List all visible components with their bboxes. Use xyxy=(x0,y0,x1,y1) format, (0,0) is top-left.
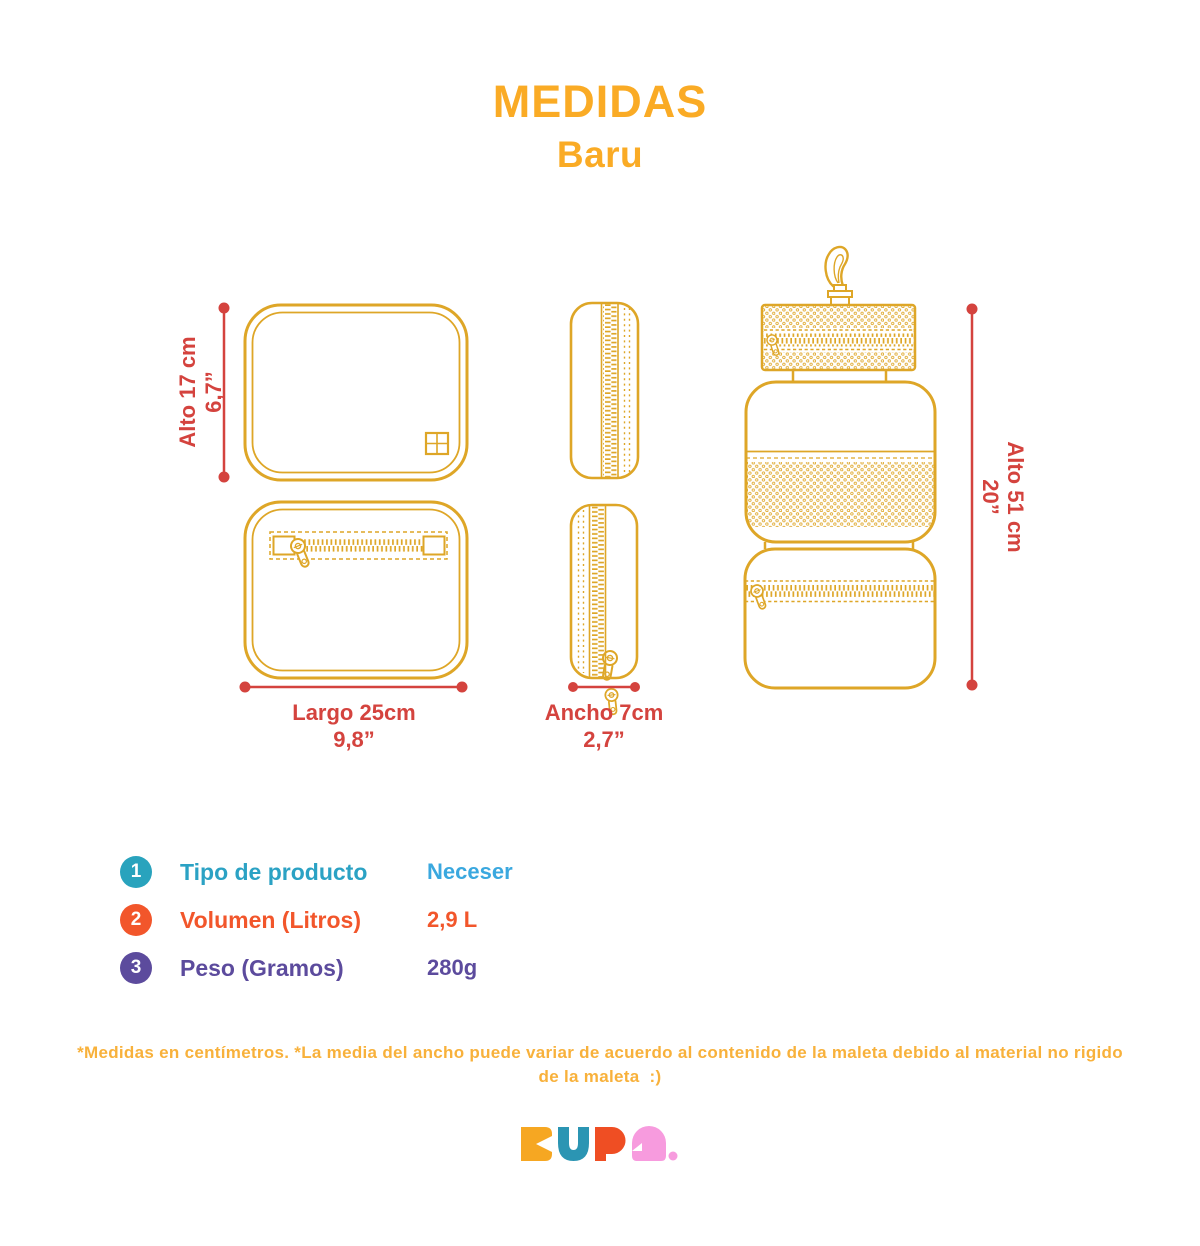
spec-row-product-type xyxy=(120,856,720,888)
brand-patch-icon xyxy=(426,433,448,454)
dimension-length xyxy=(240,682,468,753)
footnote-line: *Medidas en centímetros. *La media del ancho puede variar de acuerdo al contenido de la maleta debido al material no rigido xyxy=(77,1043,1123,1062)
open-hanging-view xyxy=(745,247,935,688)
spec-row-weight xyxy=(120,952,720,984)
dimension-width xyxy=(545,682,664,752)
footnote xyxy=(60,1041,1140,1089)
footnote-line: de la maleta :) xyxy=(538,1067,662,1086)
spec-row-volume xyxy=(120,904,720,936)
logo-letter-k xyxy=(521,1127,552,1161)
spec-label: Peso (Gramos) xyxy=(180,954,344,981)
logo-period xyxy=(669,1152,678,1161)
dim-label: Alto 17 cm xyxy=(174,336,200,448)
dim-label: Alto 51 cm xyxy=(1003,441,1029,553)
product-drawings xyxy=(0,240,1200,760)
dim-inches: 9,8” xyxy=(333,727,375,752)
spec-number-badge: 1 xyxy=(120,856,152,888)
spec-value: 2,9 L xyxy=(427,907,478,932)
logo-letter-p xyxy=(595,1127,626,1161)
spec-value: Neceser xyxy=(427,859,513,884)
spec-value: 280g xyxy=(427,955,478,980)
spec-label: Tipo de producto xyxy=(180,858,368,885)
dimension-open-height xyxy=(967,304,1029,691)
dim-label: Ancho 7cm xyxy=(544,700,664,725)
dimension-front-height xyxy=(175,303,230,483)
bottom-compartment xyxy=(745,549,935,688)
kupa-logo xyxy=(521,1123,683,1165)
product-name: Baru xyxy=(556,134,644,175)
middle-compartment xyxy=(746,382,935,542)
top-mesh-panel xyxy=(762,305,915,370)
front-view xyxy=(245,305,467,480)
front-zipper xyxy=(270,532,447,569)
spec-number-badge: 3 xyxy=(120,952,152,984)
dim-inches: 6,7” xyxy=(200,371,226,413)
logo-letter-a xyxy=(632,1126,666,1161)
spec-number-badge: 2 xyxy=(120,904,152,936)
page-title: MEDIDAS xyxy=(492,76,708,127)
dim-label: Largo 25cm xyxy=(292,700,416,725)
spec-label: Volumen (Litros) xyxy=(180,906,362,933)
hanging-hook-icon xyxy=(826,247,852,305)
dim-inches: 2,7” xyxy=(583,727,625,752)
front-view-zipper xyxy=(245,502,467,678)
dim-inches: 20” xyxy=(978,479,1004,515)
logo-letter-u xyxy=(558,1127,589,1161)
